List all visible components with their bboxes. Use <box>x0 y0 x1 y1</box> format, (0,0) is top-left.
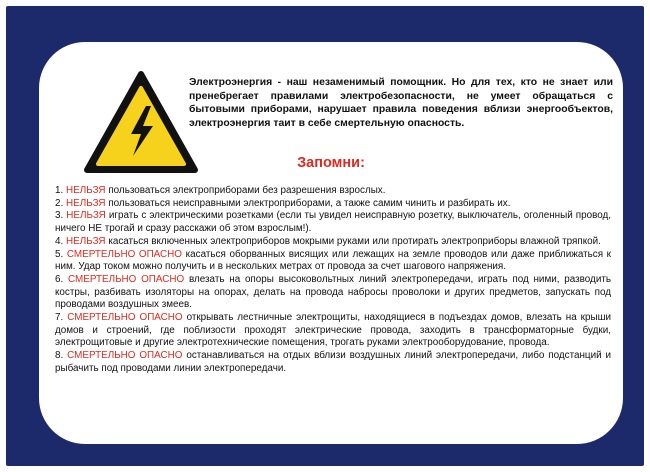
rule-number: 4. <box>55 235 64 247</box>
rule-number: 7. <box>55 312 64 324</box>
rule-warning: НЕЛЬЗЯ <box>66 210 106 222</box>
rule-number: 5. <box>55 248 64 260</box>
rule-warning: СМЕРТЕЛЬНО ОПАСНО <box>68 273 185 285</box>
rule-text: влезать на опоры высоковольтных линий электропередачи, играть под ними, разводить костры, разбивать изоляторы на опорах, делать на провода набросы проволоки и других предметов, запускать под проводами воздушных змеев. <box>55 273 611 311</box>
rule-warning: НЕЛЬЗЯ <box>66 197 106 209</box>
intro-text: Электроэнергия - наш незаменимый помощник. Но для тех, кто не знает или пренебрегает правилами электробезопасности, не умеет обращаться с бытовыми приборами, нарушает правила поведения вблизи энергообъектов, электроэнергия таит в себе смертельную опасность. <box>189 77 613 129</box>
rule-warning: НЕЛЬЗЯ <box>66 185 106 196</box>
rule-warning: СМЕРТЕЛЬНО ОПАСНО <box>66 248 182 260</box>
rule-item <box>55 236 611 249</box>
rule-number: 3. <box>55 210 64 222</box>
rule-item <box>55 198 611 211</box>
rule-warning: НЕЛЬЗЯ <box>66 235 106 247</box>
rule-text: останавливаться на отдых вблизи воздушных линий электропередачи, либо подстанций и рыбачить под проводами линии электропередачи. <box>55 350 611 374</box>
rule-item <box>55 350 611 375</box>
rule-number: 6. <box>55 273 64 285</box>
rule-number: 8. <box>55 350 64 362</box>
content-card <box>39 42 623 444</box>
rule-text: касаться оборванных висящих или лежащих на земле проводов или даже приближаться к ним. Удар током можно получить и в нескольких метрах от провода за счет шагового напряжения. <box>55 248 611 273</box>
rule-item <box>55 249 611 274</box>
rule-text: открывать лестничные электрощиты, находящиеся в подъездах домов, влезать на крыши домов и строений, где поблизости проходят электрические провода, заходить в трансформаторные будки, электрощитовые и другие электротехнические помещения, трогать руками электрооборудование, провода. <box>55 312 612 349</box>
rule-number: 2. <box>55 197 64 209</box>
rule-text: пользоваться неисправными электроприборами, а также самим чинить и разбирать их. <box>108 197 511 209</box>
rule-warning: СМЕРТЕЛЬНО ОПАСНО <box>67 350 183 362</box>
remember-heading: Запомни: <box>297 155 365 171</box>
rule-text: касаться включенных электроприборов мокрыми руками или протирать электроприборы влажной тряпкой. <box>108 235 601 247</box>
safety-rules-list <box>55 185 611 376</box>
rule-item <box>55 185 611 198</box>
rule-text: играть с электрическими розетками (если ты увидел неисправную розетку, выключатель, оголенный провод, ничего НЕ трогай и сразу расскажи об этом взрослым!). <box>55 210 611 235</box>
rule-item <box>55 274 611 312</box>
rule-warning: СМЕРТЕЛЬНО ОПАСНО <box>67 312 183 324</box>
rule-text: пользоваться электроприборами без разрешения взрослых. <box>108 185 386 196</box>
rule-number: 1. <box>55 185 64 196</box>
rule-item <box>55 312 611 350</box>
poster-frame <box>6 6 644 466</box>
rule-item <box>55 210 611 235</box>
